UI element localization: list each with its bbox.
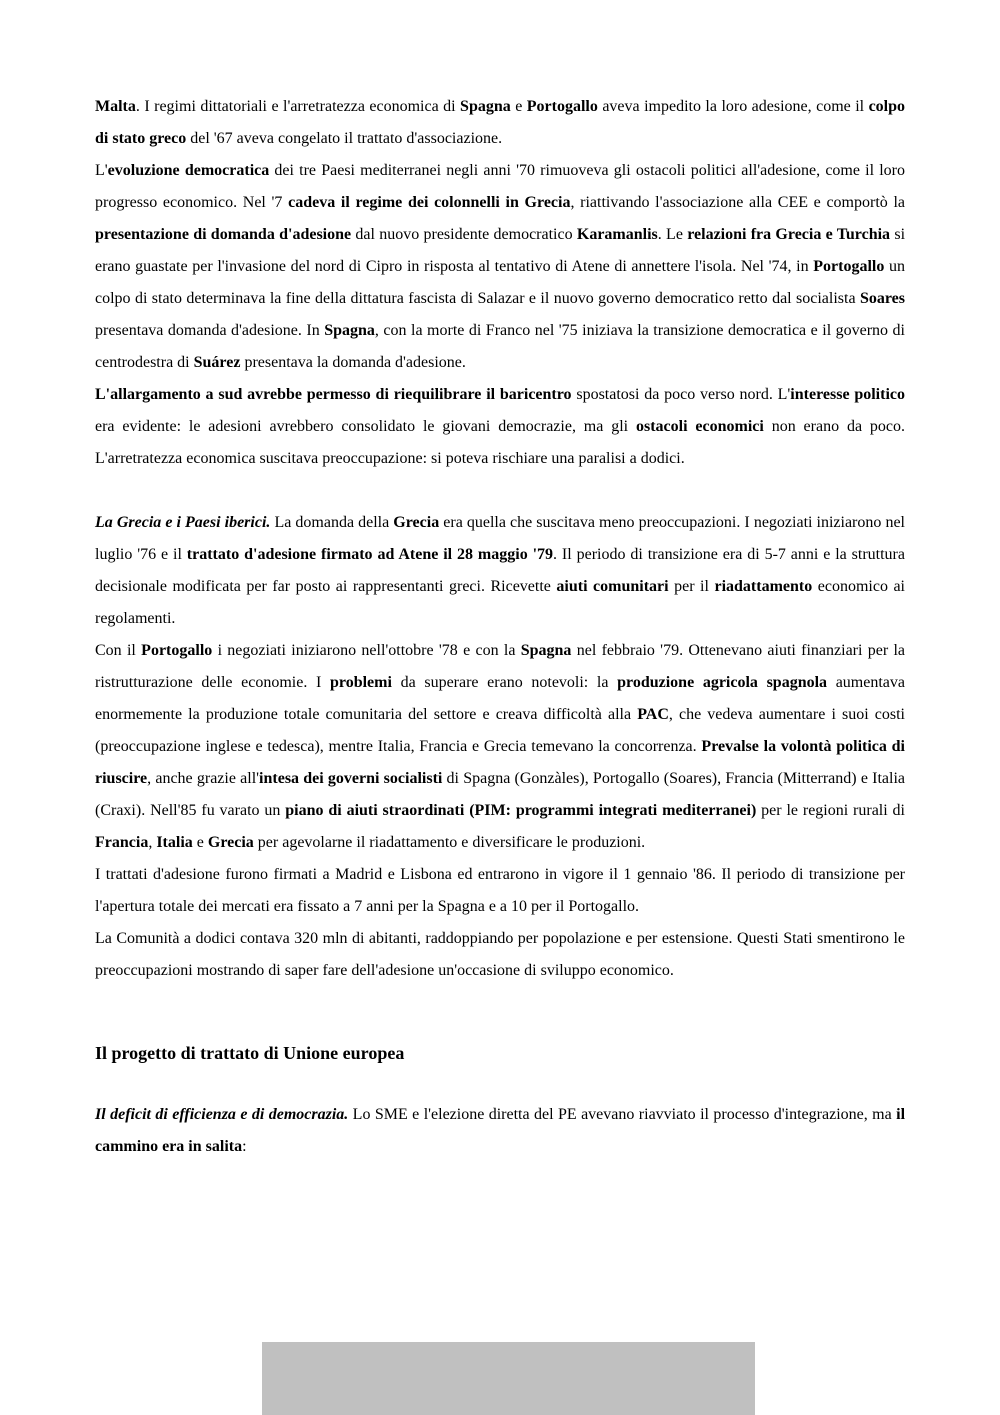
text-run: . Le: [657, 226, 688, 243]
text-run: era quella che suscitava meno preoccupazioni. I negoziati iniziarono nel luglio '76 e il: [95, 514, 906, 563]
text-run: del '67 aveva congelato il trattato d'associazione.: [186, 130, 503, 147]
emphasis-text: interesse politico: [790, 386, 905, 403]
text-run: I trattati d'adesione furono firmati a Madrid e Lisbona ed entrarono in vigore il 1 gennaio '86. Il periodo di transizione per l'apertura totale dei mercati era fissato a 7 anni per la Spagna e a 10 per il Portogallo.: [95, 866, 905, 915]
emphasis-text: Spagna: [324, 322, 375, 339]
text-run: e: [510, 98, 527, 115]
paragraph: [95, 379, 905, 475]
paragraph: [95, 1099, 905, 1163]
emphasis-text: Malta: [95, 98, 136, 115]
text-run: nel febbraio '79. Ottenevano aiuti finanziari per la ristrutturazione delle economie. I: [95, 642, 906, 691]
emphasis-text: piano di aiuti straordinati (PIM: programmi integrati mediterranei): [285, 802, 757, 819]
text-run: aumentava enormemente la produzione totale comunitaria del settore e creava difficoltà alla: [95, 674, 905, 723]
text-run: era evidente: le adesioni avrebbero consolidato le giovani democrazie, ma gli: [95, 418, 636, 435]
emphasis-text: L'allargamento a sud avrebbe permesso di riequilibrare il baricentro: [95, 386, 572, 403]
text-run: La Comunità a dodici contava 320 mln di abitanti, raddoppiando per popolazione e per estensione. Questi Stati smentirono le preoccupazioni mostrando di saper fare dell'adesione un'occasione di sviluppo economico.: [95, 930, 905, 979]
emphasis-text: PAC: [637, 706, 669, 723]
emphasis-text: Grecia: [393, 514, 440, 531]
text-run: non erano da poco. L'arretratezza economica suscitava preoccupazione: si poteva rischiare una paralisi a dodici.: [95, 418, 906, 467]
emphasis-text: presentazione di domanda d'adesione: [95, 226, 352, 243]
emphasis-text: Portogallo: [813, 258, 885, 275]
emphasis-text: colpo di stato greco: [95, 98, 906, 147]
text-run: L': [95, 162, 108, 179]
text-run: da superare erano notevoli: la: [391, 674, 618, 691]
emphasis-text: Suárez: [193, 354, 241, 371]
text-run: e: [192, 834, 208, 851]
text-run: , riattivando l'associazione alla CEE e comportò la: [570, 194, 906, 211]
emphasis-text: il cammino era in salita: [95, 1106, 906, 1155]
text-run: Il progetto di trattato di Unione europea: [95, 1043, 405, 1063]
emphasis-text: ostacoli economici: [635, 418, 764, 435]
emphasis-text: La Grecia e i Paesi iberici.: [95, 514, 271, 531]
text-run: presentava domanda d'adesione. In: [95, 322, 325, 339]
text-run: ,: [148, 834, 157, 851]
emphasis-text: Portogallo: [526, 98, 598, 115]
image-placeholder: [262, 1342, 755, 1415]
paragraph: [95, 923, 905, 987]
text-run: dei tre Paesi mediterranei negli anni '70 rimuoveva gli ostacoli politici all'adesione, come il loro progresso economico. Nel '7: [95, 162, 906, 211]
document-page: [95, 91, 905, 1163]
paragraph: [95, 155, 905, 379]
emphasis-text: Francia: [95, 834, 149, 851]
text-run: Lo SME e l'elezione diretta del PE avevano riavviato il processo d'integrazione, ma: [348, 1106, 897, 1123]
text-run: Con il: [95, 642, 142, 659]
text-run: presentava la domanda d'adesione.: [240, 354, 466, 371]
text-run: spostatosi da poco verso nord. L': [571, 386, 791, 403]
text-run: i negoziati iniziarono nell'ottobre '78 e con la: [212, 642, 521, 659]
paragraph: [95, 91, 905, 155]
text-run: La domanda della: [270, 514, 394, 531]
emphasis-text: Portogallo: [141, 642, 213, 659]
emphasis-text: cadeva il regime dei colonnelli in Grecia: [288, 194, 571, 211]
emphasis-text: Italia: [156, 834, 193, 851]
text-run: . Il periodo di transizione era di 5-7 anni e la struttura decisionale modificata per far posto ai rappresentanti greci. Ricevette: [95, 546, 905, 595]
emphasis-text: Prevalse la volontà politica di riuscire: [95, 738, 905, 787]
text-run: , con la morte di Franco nel '75 iniziava la transizione democratica e il governo di centrodestra di: [95, 322, 905, 371]
text-run: economico ai regolamenti.: [95, 578, 905, 627]
section-heading: [95, 1035, 905, 1071]
emphasis-text: trattato d'adesione firmato ad Atene il 28 maggio '79: [186, 546, 554, 563]
text-run: dal nuovo presidente democratico: [351, 226, 577, 243]
emphasis-text: Spagna: [520, 642, 572, 659]
emphasis-text: Grecia: [207, 834, 254, 851]
emphasis-text: riadattamento: [714, 578, 813, 595]
text-run: per agevolarne il riadattamento e diversificare le produzioni.: [253, 834, 646, 851]
text-run: per le regioni rurali di: [756, 802, 906, 819]
text-run: :: [242, 1138, 247, 1155]
paragraph: [95, 635, 905, 859]
emphasis-text: Il deficit di efficienza e di democrazia.: [95, 1106, 349, 1123]
text-run: , che vedeva aumentare i suoi costi (preoccupazione inglese e tedesca), mentre Italia, Francia e Grecia temevano la concorrenza.: [95, 706, 905, 755]
emphasis-text: relazioni fra Grecia e Turchia: [687, 226, 891, 243]
emphasis-text: Soares: [859, 290, 905, 307]
emphasis-text: intesa dei governi socialisti: [259, 770, 443, 787]
text-run: di Spagna (Gonzàles), Portogallo (Soares), Francia (Mitterrand) e Italia (Craxi). Nell'85 fu varato un: [95, 770, 906, 819]
emphasis-text: evoluzione democratica: [107, 162, 270, 179]
emphasis-text: produzione agricola spagnola: [617, 674, 828, 691]
text-run: aveva impedito la loro adesione, come il: [597, 98, 869, 115]
text-run: . I regimi dittatoriali e l'arretratezza economica di: [135, 98, 461, 115]
text-run: , anche grazie all': [147, 770, 260, 787]
text-run: si erano guastate per l'invasione del nord di Cipro in risposta al tentativo di Atene di annettere l'isola. Nel '74, in: [95, 226, 906, 275]
text-run: per il: [668, 578, 715, 595]
emphasis-text: aiuti comunitari: [556, 578, 669, 595]
paragraph: [95, 859, 905, 923]
emphasis-text: problemi: [329, 674, 392, 691]
emphasis-text: Spagna: [460, 98, 511, 115]
paragraph: [95, 507, 905, 635]
text-run: un colpo di stato determinava la fine della dittatura fascista di Salazar e il nuovo governo democratico retto dal socialista: [95, 258, 906, 307]
emphasis-text: Karamanlis: [576, 226, 658, 243]
